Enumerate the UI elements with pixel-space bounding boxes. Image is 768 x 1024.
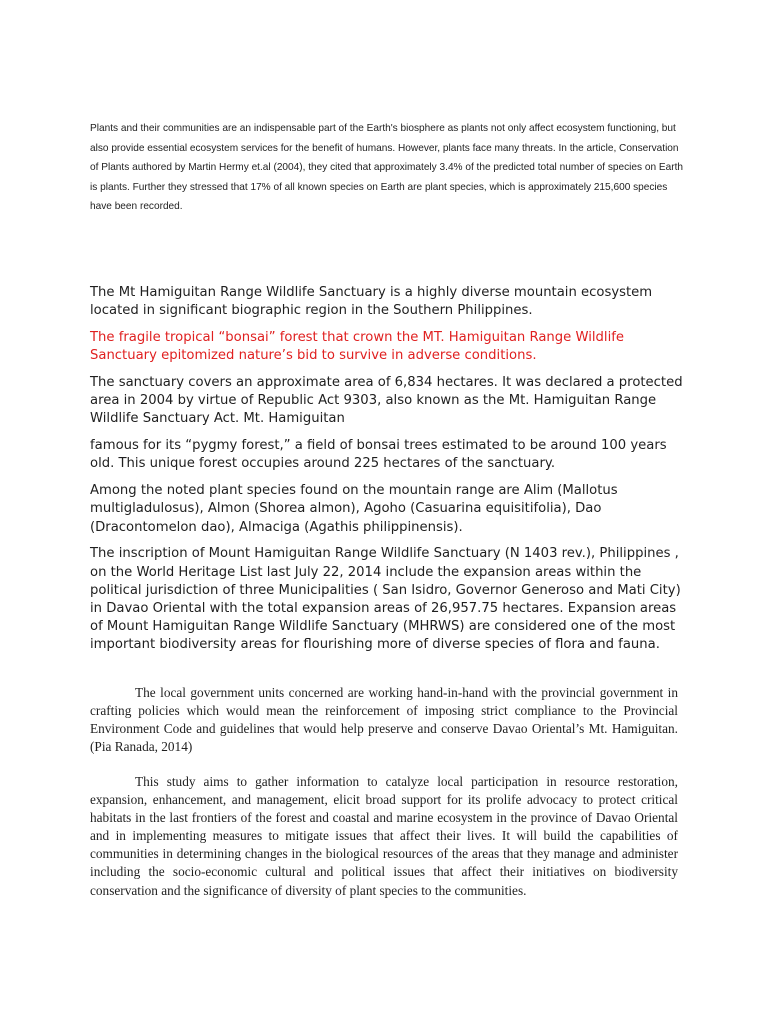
paragraph-world-heritage: The inscription of Mount Hamiguitan Range Wildlife Sanctuary (N 1403 rev.), Philippines , on the World Heritage List last July 22, 2014 include the expansion areas within the political jurisdiction of three Municipalities ( San Isidro, Governor Generoso and Mati City) in Davao Oriental with the total expansion areas of 26,957.75 hectares. Expansion areas of Mount Hamiguitan Range Wildlife Sanctuary (MHRWS) are considered one of the most important biodiversity areas for flourishing more of diverse species of flora and fauna.: [90, 546, 681, 653]
paragraph-bonsai-forest-highlight: The fragile tropical “bonsai” forest that crown the MT. Hamiguitan Range Wildlife Sanctuary epitomized nature’s bid to survive in adverse conditions.: [90, 330, 624, 364]
paragraph-local-government: The local government units concerned are working hand-in-hand with the provincial government in crafting policies which would mean the reinforcement of imposing strict compliance to the Provincial Environment Code and guidelines that would help preserve and conserve Davao Oriental’s Mt. Hamiguitan. (Pia Ranada, 2014): [90, 685, 678, 755]
paragraph-sanctuary-area: The sanctuary covers an approximate area of 6,834 hectares. It was declared a protected area in 2004 by virtue of Republic Act 9303, also known as the Mt. Hamiguitan Range Wildlife Sanctuary Act. Mt. Hamiguitan: [90, 375, 683, 427]
paragraph-plant-species: Among the noted plant species found on the mountain range are Alim (Mallotus multigladulosus), Almon (Shorea almon), Agoho (Casuarina equisitifolia), Dao (Dracontomelon dao), Almaciga (Agathis philippinensis).: [90, 483, 618, 535]
intro-paragraph: Plants and their communities are an indispensable part of the Earth's biosphere as plants not only affect ecosystem functioning, but also provide essential ecosystem services for the benefit of humans. However, plants face many threats. In the article, Conservation of Plants authored by Martin Hermy et.al (2004), they cited that approximately 3.4% of the predicted total number of species on Earth is plants. Further they stressed that 17% of all known species on Earth are plant species, which is approximately 215,600 species have been recorded.: [90, 123, 684, 213]
sanctuary-section: [90, 284, 690, 663]
paragraph-pygmy-forest: famous for its “pygmy forest,” a field of bonsai trees estimated to be around 100 years old. This unique forest occupies around 225 hectares of the sanctuary.: [90, 438, 667, 472]
paragraph-ecosystem: The Mt Hamiguitan Range Wildlife Sanctuary is a highly diverse mountain ecosystem located in significant biographic region in the Southern Philippines.: [90, 285, 653, 319]
paragraph-study-aims: This study aims to gather information to catalyze local participation in resource restoration, expansion, enhancement, and management, elicit broad support for its prolife advocacy to protect critical habitats in the last frontiers of the forest and coastal and marine ecosystem in the province of Davao Oriental and in implementing measures to mitigate issues that affect their lives. It will build the capabilities of communities in determining changes in the biological resources of the areas that they manage and administer including the socio-economic cultural and political issues that affect their initiatives on biodiversity conservation and the significance of diversity of plant species to the communities.: [90, 774, 678, 898]
